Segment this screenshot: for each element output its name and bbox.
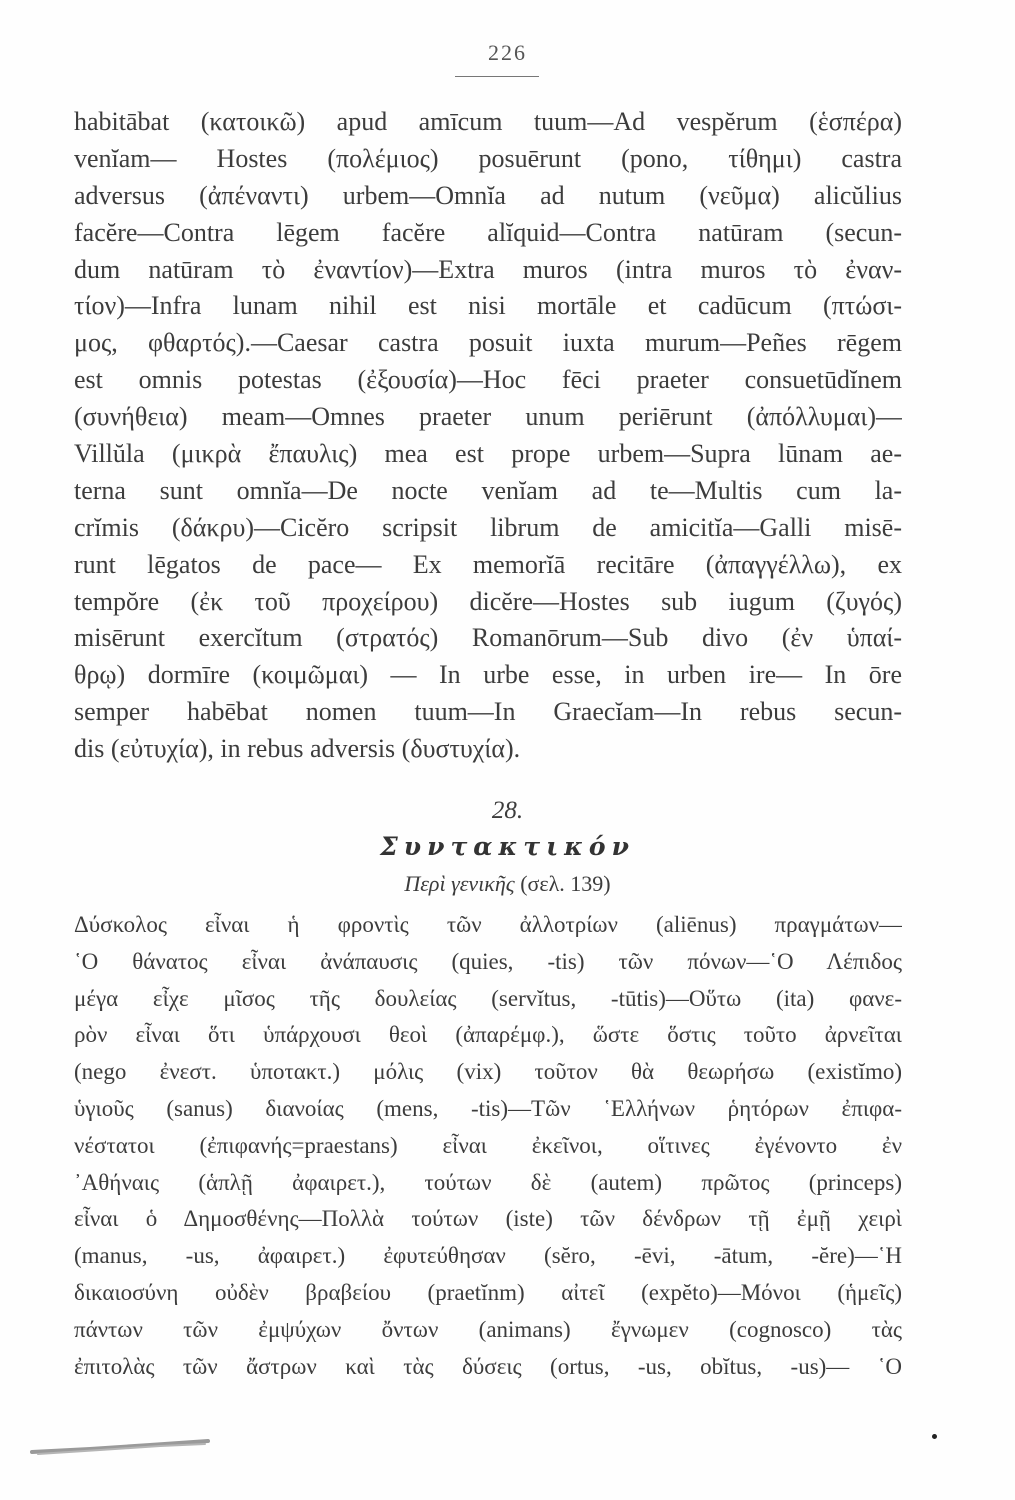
text-line: μος, φθαρτός).—Caesar castra posuit iuxta murum—Peñes rēgem — [74, 328, 902, 358]
text-line: Villŭla (μικρὰ ἔπαυλις) mea est prope urbem—Supra lūnam ae- — [74, 439, 902, 469]
text-line: est omnis potestas (ἐξουσία)—Hoc fēci praeter consuetūdĭnem — [74, 365, 902, 395]
text-line: tempŏre (ἐκ τοῦ προχείρου) dicĕre—Hostes sub iugum (ζυγός) — [74, 586, 902, 616]
text-line: crĭmis (δάκρυ)—Cicĕro scripsit librum de amicitĭa—Galli misē- — [74, 512, 902, 542]
text-line: venĭam— Hostes (πολέμιος) posuērunt (pono, τίθημι) castra — [74, 143, 902, 173]
text-line: habitābat (κατοικῶ) apud amīcum tuum—Ad vespĕrum (ἑσπέρα) — [74, 107, 902, 136]
text-line: ῾Ο θάνατος εἶναι ἀνάπαυσις (quies, -tis) τῶν πόνων—῾Ο Λέπιδος — [74, 948, 902, 974]
text-line: τίον)—Infra lunam nihil est nisi mortāle et cadūcum (πτώσι- — [74, 291, 902, 321]
text-line: μέγα εἶχε μῖσος τῆς δουλείας (servĭtus, -tūtis)—Οὕτω (ita) φανε- — [74, 985, 902, 1011]
text-line: ἐπιτολὰς τῶν ἄστρων καὶ τὰς δύσεις (ortus, -us, obĭtus, -us)— ῾Ο — [74, 1353, 902, 1379]
text-line: δικαιοσύνη οὐδὲν βραβείου (praetĭnm) αἰτεῖ (expĕto)—Μόνοι (ἡμεῖς) — [74, 1279, 902, 1305]
section-subtitle-topic: Περὶ γενικῆς — [404, 871, 515, 896]
text-line: terna sunt omnĭa—De nocte venĭam ad te—Multis cum la- — [74, 475, 902, 505]
stray-ink-dot — [932, 1434, 937, 1439]
text-line: εἶναι ὁ Δημοσθένης—Πολλὰ τούτων (iste) τῶν δένδρων τῇ ἐμῇ χειρὶ — [74, 1206, 902, 1232]
text-line: (συνήθεια) meam—Omnes praeter unum periērunt (ἀπόλλυμαι)— — [74, 402, 902, 432]
text-line: facĕre—Contra lēgem facĕre alĭquid—Contra natūram (secun- — [74, 217, 902, 247]
section-subtitle-reference: (σελ. 139) — [520, 871, 611, 896]
text-line: ᾿Αθήναις (ἁπλῇ ἀφαιρετ.), τούτων δὲ (autem) πρῶτος (princeps) — [74, 1169, 902, 1195]
greek-exercise-paragraph — [74, 907, 902, 1385]
text-line: dum natūram τὸ ἐναντίον)—Extra muros (intra muros τὸ ἐναν- — [74, 254, 902, 284]
section-title: Συντακτικόν — [380, 832, 635, 861]
text-line: Δύσκολος εἶναι ἡ φροντὶς τῶν ἀλλοτρίων (aliēnus) πραγμάτων— — [74, 912, 902, 937]
section-number: 28. — [491, 797, 524, 824]
text-line: (nego ἐνεστ. ὑποτακτ.) μόλις (vix) τοῦτον θὰ θεωρήσω (existĭmo) — [74, 1059, 902, 1085]
text-line: adversus (ἀπέναντι) urbem—Omnĭa ad nutum (νεῦμα) alicŭlius — [74, 180, 902, 210]
text-line: (manus, -us, ἀφαιρετ.) ἐφυτεύθησαν (sĕro, -ēvi, -ātum, -ĕre)—῾Η — [74, 1243, 902, 1269]
text-line: ρὸν εἶναι ὅτι ὑπάρχουσι θεοὶ (ἀπαρέμφ.), ὥστε ὅστις τοῦτο ἀρνεῖται — [74, 1022, 902, 1048]
text-line: θρῳ) dormīre (κοιμῶμαι) — In urbe esse, in urben ire— In ōre — [74, 660, 902, 690]
section-subtitle — [0, 871, 1015, 897]
text-line: νέστατοι (ἐπιφανής=praestans) εἶναι ἐκεῖνοι, οἵτινες ἐγένοντο ἐν — [74, 1132, 902, 1158]
text-line: ὑγιοῦς (sanus) διανοίας (mens, -tis)—Τῶν ῾Ελλήνων ῥητόρων ἐπιφα- — [74, 1095, 902, 1121]
text-line: misērunt exercĭtum (στρατός) Romanōrum—Sub divo (ἐν ὑπαί- — [74, 623, 902, 653]
header-rule — [455, 76, 539, 77]
text-line: semper habēbat nomen tuum—In Graecĭam—In rebus secun- — [74, 697, 902, 727]
text-line: dis (εὐτυχία), in rebus adversis (δυστυχία). — [74, 734, 521, 764]
pencil-scribble-mark — [30, 1436, 210, 1458]
latin-exercise-paragraph — [74, 104, 902, 768]
text-line: πάντων τῶν ἐμψύχων ὄντων (animans) ἔγνωμεν (cognosco) τὰς — [74, 1316, 902, 1342]
text-line: runt lēgatos de pace— Ex memorĭā recitāre (ἀπαγγέλλω), ex — [74, 549, 902, 579]
page-number: 226 — [488, 40, 527, 65]
